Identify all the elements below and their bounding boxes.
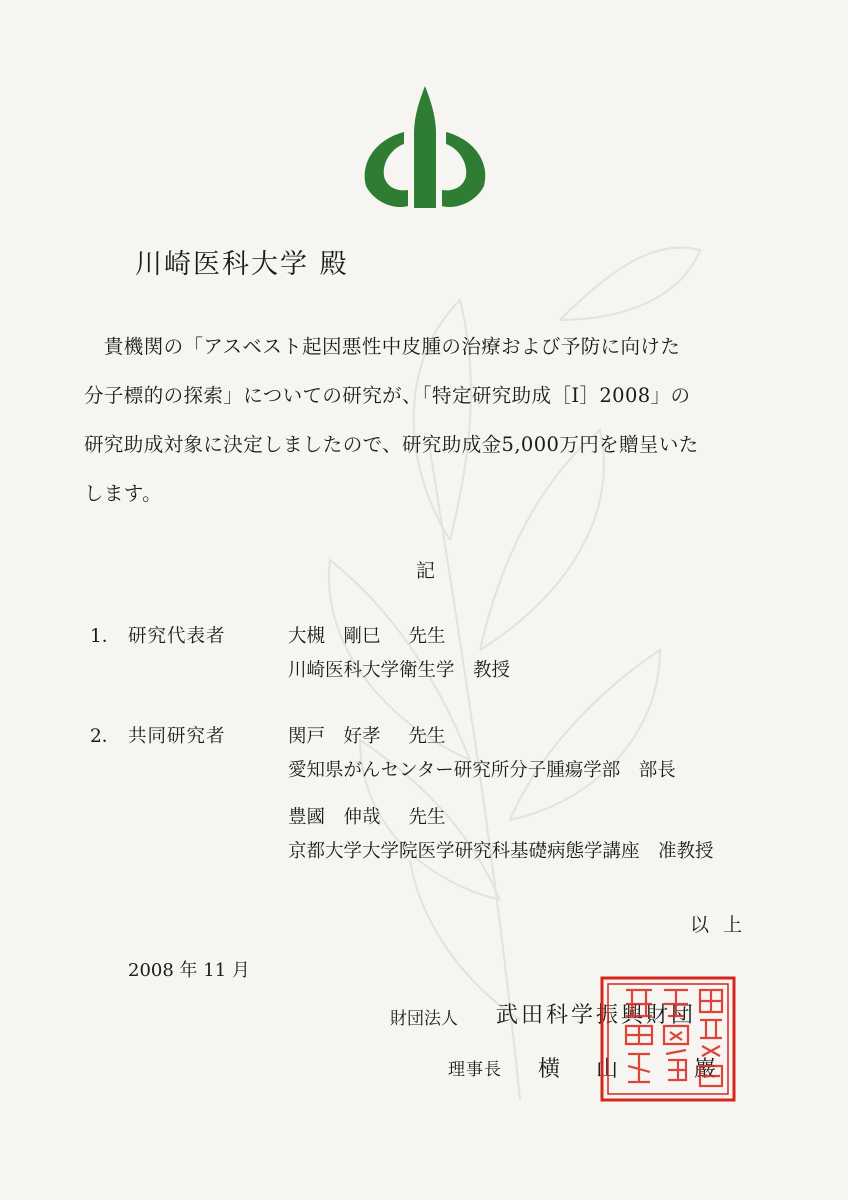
chairman-title: 理事長 [448, 1060, 502, 1080]
person-honorific: 先生 [408, 726, 446, 747]
recipient-name: 川崎医科大学 殿 [135, 249, 349, 280]
person-name: 関戸 好孝 [288, 726, 381, 747]
item-1-label: 研究代表者 [128, 626, 226, 647]
item-2-person-1-affiliation: 愛知県がんセンター研究所分子腫瘍学部 部長 [288, 760, 676, 781]
ki-heading: 記 [416, 560, 436, 582]
item-2-person-2-name-line [288, 803, 446, 829]
chairman-name-part: 横 [538, 1057, 561, 1082]
person-honorific: 先生 [408, 807, 446, 828]
foundation-logo [360, 82, 490, 212]
person-name: 大槻 剛巳 [288, 626, 381, 647]
person-name: 豊國 伸哉 [288, 807, 381, 828]
body-line: 貴機関の「アスベスト起因悪性中皮腫の治療および予防に向けた [84, 335, 681, 358]
item-2-number: 2． [90, 726, 121, 747]
closing-ijo: 以上 [690, 914, 757, 936]
foundation-type: 財団法人 [390, 1009, 458, 1029]
certificate-body [84, 322, 774, 518]
item-2-label: 共同研究者 [128, 726, 226, 747]
item-2-person-1-name-line [288, 722, 446, 748]
body-line: します。 [84, 482, 163, 505]
item-1-person-1-name-line [288, 622, 446, 648]
chairman-name-part: 山 [596, 1057, 619, 1082]
item-2-person-2-affiliation: 京都大学大学院医学研究科基礎病態学講座 准教授 [288, 841, 714, 862]
official-seal-stamp [598, 974, 738, 1104]
body-line: 研究助成対象に決定しましたので、研究助成金5,000万円を贈呈いた [84, 433, 699, 456]
item-1-number: 1． [90, 626, 121, 647]
item-1-person-1-affiliation: 川崎医科大学衛生学 教授 [288, 660, 511, 681]
foundation-name: 武田科学振興財団 [496, 1003, 697, 1028]
chairman-name-part: 巖 [694, 1057, 717, 1082]
body-line: 分子標的の探索」についての研究が、「特定研究助成［Ⅰ］2008」の [84, 384, 691, 407]
person-honorific: 先生 [408, 626, 446, 647]
issue-date: 2008 年 11 月 [128, 960, 250, 981]
